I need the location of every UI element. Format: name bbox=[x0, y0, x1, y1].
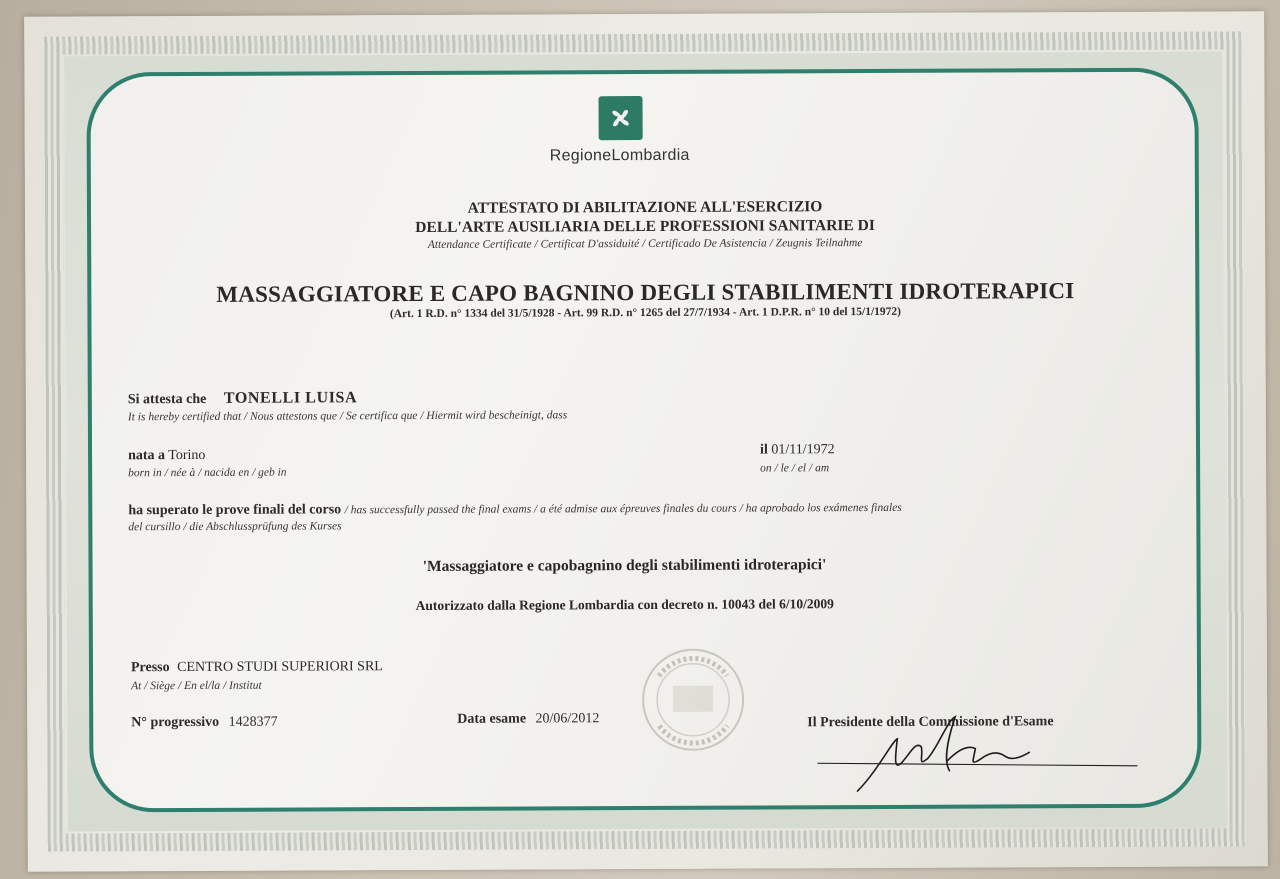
certifies-translation: It is hereby certified that / Nous attestons que / Se certifica que / Hiermit wird bescheinigt, dass bbox=[127, 409, 568, 424]
exams-translation-1: / has successfully passed the final exams / a été admise aux épreuves finales du cours / ha aprobado los exámenes finales bbox=[344, 501, 902, 517]
institute-row bbox=[131, 659, 383, 676]
exam-date-row bbox=[457, 711, 599, 728]
exam-date-label: Data esame bbox=[457, 711, 527, 727]
exams-translation-2: del cursillo / die Abschlussprüfung des Kurses bbox=[128, 520, 342, 534]
heading-line-1: ATTESTATO DI ABILITAZIONE ALL'ESERCIZIO bbox=[467, 198, 823, 217]
birth-place-value: Torino bbox=[168, 447, 206, 464]
birth-place-label: nata a bbox=[128, 448, 166, 464]
progressive-row bbox=[131, 715, 277, 732]
institute-value: CENTRO STUDI SUPERIORI SRL bbox=[177, 659, 383, 676]
certificate-title: MASSAGGIATORE E CAPO BAGNINO DEGLI STABILIMENTI IDROTERAPICI bbox=[216, 278, 1075, 307]
institute-label: Presso bbox=[130, 660, 170, 676]
president-signature bbox=[797, 700, 1157, 802]
exam-date-value: 20/06/2012 bbox=[535, 711, 600, 727]
embossed-stamp-seal bbox=[639, 646, 747, 754]
course-name: 'Massaggiatore e capobagnino degli stabilimenti idroterapici' bbox=[422, 556, 827, 575]
progressive-label: N° progressivo bbox=[131, 714, 220, 731]
heading-translations: Attendance Certificate / Certificat D'assiduité / Certificado De Asistencia / Zeugnis Teilnahme bbox=[427, 237, 863, 251]
birth-date-translation: on / le / el / am bbox=[760, 462, 830, 475]
birth-date-value: 01/11/1972 bbox=[771, 442, 835, 458]
heading-line-2: DELL'ARTE AUSILIARIA DELLE PROFESSIONI SANITARIE DI bbox=[415, 216, 875, 237]
birth-date-label: il bbox=[760, 442, 768, 458]
regione-lombardia-logo-icon bbox=[598, 96, 642, 140]
birth-place-translation: born in / née à / nacida en / geb in bbox=[128, 466, 287, 480]
course-authorization: Autorizzato dalla Regione Lombardia con decreto n. 10043 del 6/10/2009 bbox=[415, 596, 834, 614]
logo-wordmark: RegioneLombardia bbox=[549, 146, 690, 165]
certifies-label: Si attesta che bbox=[127, 391, 207, 408]
legal-references: (Art. 1 R.D. n° 1334 del 31/5/1928 - Art. 99 R.D. n° 1265 del 27/7/1934 - Art. 1 D.P.R. n° 10 del 15/1/1972) bbox=[389, 305, 901, 321]
birth-date-row bbox=[760, 442, 835, 458]
exams-label: ha superato le prove finali del corso bbox=[128, 502, 342, 519]
institute-translation: At / Siège / En el/la / Institut bbox=[131, 679, 262, 693]
certificate-paper bbox=[24, 11, 1268, 871]
certifies-row bbox=[128, 389, 357, 408]
progressive-value: 1428377 bbox=[228, 714, 278, 730]
president-label: Il Presidente della Commissione d'Esame bbox=[807, 714, 1054, 731]
holder-name: TONELLI LUISA bbox=[223, 389, 358, 407]
birth-place-row bbox=[128, 448, 205, 464]
